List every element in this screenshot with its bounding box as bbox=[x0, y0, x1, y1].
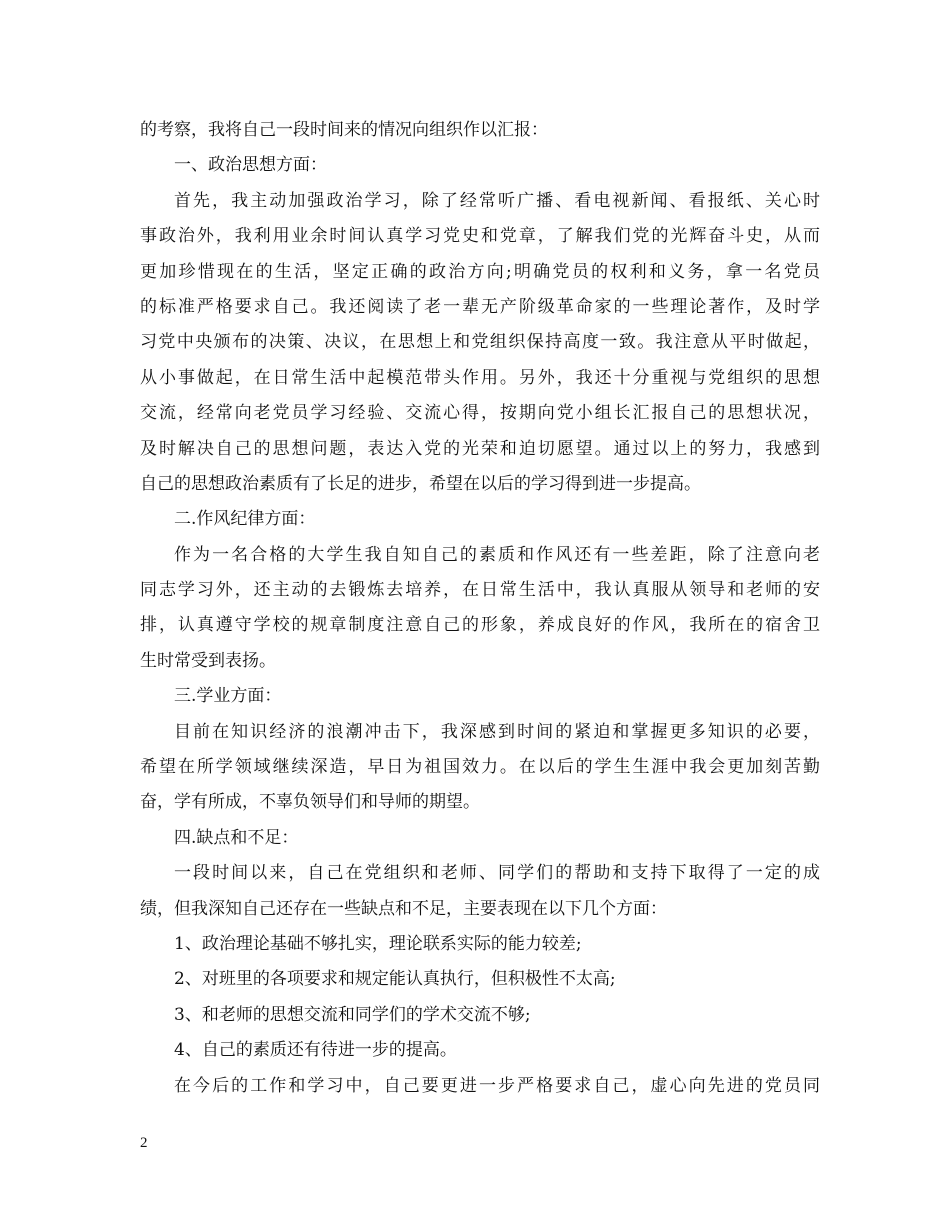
section-heading-politics: 一、政治思想方面： bbox=[174, 155, 327, 176]
text-line: 更加珍惜现在的生活，坚定正确的政治方向;明确党员的权利和义务，拿一名党员 bbox=[140, 261, 820, 282]
text-line: 目前在知识经济的浪潮冲击下，我深感到时间的紧迫和掌握更多知识的必要， bbox=[174, 721, 820, 742]
text-line: 交流，经常向老党员学习经验、交流心得，按期向党小组长汇报自己的思想状况， bbox=[140, 403, 820, 424]
text-line: 排，认真遵守学校的规章制度注意自己的形象，养成良好的作风，我所在的宿舍卫 bbox=[140, 615, 820, 636]
list-item: 1、政治理论基础不够扎实，理论联系实际的能力较差; bbox=[174, 933, 582, 954]
list-item: 4、自己的素质还有待进一步的提高。 bbox=[174, 1040, 457, 1061]
text-line: 绩，但我深知自己还存在一些缺点和不足，主要表现在以下几个方面： bbox=[140, 898, 667, 919]
page-number: 2 bbox=[140, 1135, 148, 1151]
text-line: 的标准严格要求自己。我还阅读了老一辈无产阶级革命家的一些理论著作，及时学 bbox=[140, 296, 820, 317]
section-heading-shortcomings: 四.缺点和不足： bbox=[174, 827, 299, 848]
text-line: 一段时间以来，自己在党组织和老师、同学们的帮助和支持下取得了一定的成 bbox=[174, 863, 820, 884]
text-line: 首先，我主动加强政治学习，除了经常听广播、看电视新闻、看报纸、关心时 bbox=[174, 190, 820, 211]
section-heading-academics: 三.学业方面： bbox=[174, 686, 282, 707]
text-line: 同志学习外，还主动的去锻炼去培养，在日常生活中，我认真服从领导和老师的安 bbox=[140, 580, 820, 601]
text-line: 生时常受到表扬。 bbox=[140, 650, 276, 671]
section-heading-discipline: 二.作风纪律方面： bbox=[174, 509, 316, 530]
text-line: 事政治外，我利用业余时间认真学习党史和党章，了解我们党的光辉奋斗史，从而 bbox=[140, 226, 820, 247]
text-line: 在今后的工作和学习中，自己要更进一步严格要求自己，虚心向先进的党员同 bbox=[174, 1075, 820, 1096]
text-line: 作为一名合格的大学生我自知自己的素质和作风还有一些差距，除了注意向老 bbox=[174, 544, 820, 565]
text-line: 习党中央颁布的决策、决议，在思想上和党组织保持高度一致。我注意从平时做起， bbox=[140, 332, 820, 353]
text-line: 及时解决自己的思想问题，表达入党的光荣和迫切愿望。通过以上的努力，我感到 bbox=[140, 438, 820, 459]
list-item: 2、对班里的各项要求和规定能认真执行，但积极性不太高; bbox=[174, 969, 616, 990]
document-body bbox=[140, 113, 820, 1104]
list-item: 3、和老师的思想交流和同学们的学术交流不够; bbox=[174, 1004, 531, 1025]
text-line: 希望在所学领域继续深造，早日为祖国效力。在以后的学生生涯中我会更加刻苦勤 bbox=[140, 757, 820, 778]
text-line: 的考察，我将自己一段时间来的情况向组织作以汇报： bbox=[140, 120, 548, 140]
text-line: 从小事做起，在日常生活中起模范带头作用。另外，我还十分重视与党组织的思想 bbox=[140, 367, 820, 388]
text-line: 自己的思想政治素质有了长足的进步，希望在以后的学习得到进一步提高。 bbox=[140, 473, 701, 494]
text-line: 奋，学有所成，不辜负领导们和导师的期望。 bbox=[140, 792, 480, 813]
